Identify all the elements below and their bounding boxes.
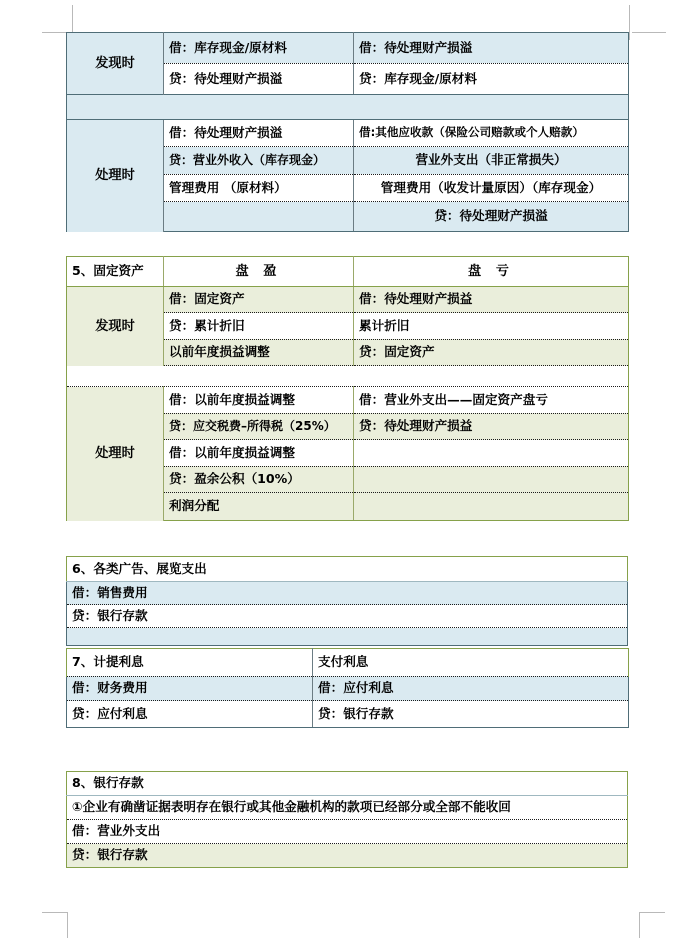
cell-fa-handle-surplus-4: 贷：盈余公积（10%） xyxy=(164,466,354,493)
cell-fa-handle-shortage-3 xyxy=(354,440,629,467)
inventory-table xyxy=(66,32,628,232)
cell-handle-surplus-4 xyxy=(164,202,354,232)
table-row xyxy=(67,605,628,628)
cell-interest-pay-1: 借：应付利息 xyxy=(313,676,629,701)
spacer-cell xyxy=(67,94,629,119)
section-6-advertising xyxy=(66,556,628,645)
cell-handle-shortage-2: 营业外支出（非正常损失） xyxy=(354,147,629,174)
cell-discover-shortage-1: 借：待处理财产损溢 xyxy=(354,33,629,64)
row-label-discover: 发现时 xyxy=(67,33,164,95)
cell-handle-shortage-4: 贷：待处理财产损溢 xyxy=(354,202,629,232)
cell-interest-pay-2: 贷：银行存款 xyxy=(313,701,629,728)
cell-bank-entry-2: 贷：银行存款 xyxy=(67,844,628,868)
cell-interest-accrue-1: 借：财务费用 xyxy=(67,676,313,701)
advertising-grid xyxy=(66,556,628,646)
inventory-grid xyxy=(66,32,629,232)
cell-discover-shortage-2: 贷：库存现金/原材料 xyxy=(354,63,629,94)
table-row xyxy=(67,33,629,64)
table-row xyxy=(67,119,629,146)
section-5-heading: 5、固定资产 xyxy=(67,257,164,287)
cell-fa-handle-surplus-3: 借：以前年度损益调整 xyxy=(164,440,354,467)
section-8-bank-deposit xyxy=(66,771,628,867)
cell-fa-discover-surplus-1: 借：固定资产 xyxy=(164,286,354,313)
cell-handle-shortage-1: 借:其他应收款（保险公司赔款或个人赔款） xyxy=(354,119,629,146)
fixed-assets-grid xyxy=(66,256,629,521)
section-7-interest xyxy=(66,648,628,728)
table-header-row xyxy=(67,649,629,677)
cell-fa-handle-shortage-1: 借：营业外支出——固定资产盘亏 xyxy=(354,387,629,414)
section-7-heading-left: 7、计提利息 xyxy=(67,649,313,677)
column-title-surplus: 盘 盈 xyxy=(164,257,354,287)
cell-fa-discover-shortage-1: 借：待处理财产损益 xyxy=(354,286,629,313)
cell-fa-handle-shortage-4 xyxy=(354,466,629,493)
row-label-discover-fa: 发现时 xyxy=(67,286,164,366)
cell-fa-handle-shortage-2: 贷：待处理财产损益 xyxy=(354,413,629,440)
table-row xyxy=(67,286,629,313)
table-row xyxy=(67,387,629,414)
cell-handle-surplus-2: 贷：营业外收入（库存现金） xyxy=(164,147,354,174)
row-label-handle: 处理时 xyxy=(67,119,164,231)
interest-grid xyxy=(66,648,629,728)
cell-handle-surplus-3: 管理费用 （原材料） xyxy=(164,174,354,201)
cell-fa-handle-shortage-5 xyxy=(354,493,629,521)
cell-fa-discover-surplus-2: 贷：累计折旧 xyxy=(164,313,354,340)
cell-adv-entry-1: 借：销售费用 xyxy=(67,582,628,605)
table-row xyxy=(67,796,628,820)
spacer-cell-adv xyxy=(67,628,628,646)
table-row xyxy=(67,582,628,605)
cell-handle-shortage-3: 管理费用（收发计量原因）（库存现金） xyxy=(354,174,629,201)
cell-fa-discover-shortage-3: 贷：固定资产 xyxy=(354,339,629,366)
table-header-row xyxy=(67,257,629,287)
cell-discover-surplus-1: 借：库存现金/原材料 xyxy=(164,33,354,64)
cell-fa-handle-surplus-2: 贷：应交税费–所得税（25%） xyxy=(164,413,354,440)
section-8-heading: 8、银行存款 xyxy=(67,772,628,796)
cell-discover-surplus-2: 贷：待处理财产损溢 xyxy=(164,63,354,94)
cell-fa-handle-surplus-1: 借：以前年度损益调整 xyxy=(164,387,354,414)
cell-adv-entry-2: 贷：银行存款 xyxy=(67,605,628,628)
table-row xyxy=(67,844,628,868)
cell-fa-handle-surplus-5: 利润分配 xyxy=(164,493,354,521)
section-8-note: ①企业有确凿证据表明存在银行或其他金融机构的款项已经部分或全部不能收回 xyxy=(67,796,628,820)
cell-bank-entry-1: 借：营业外支出 xyxy=(67,820,628,844)
cell-handle-surplus-1: 借：待处理财产损溢 xyxy=(164,119,354,146)
section-6-heading: 6、各类广告、展览支出 xyxy=(67,557,628,582)
section-5-fixed-assets xyxy=(66,256,628,521)
bank-deposit-grid xyxy=(66,771,628,868)
table-spacer-row xyxy=(67,366,629,387)
table-spacer-row xyxy=(67,94,629,119)
table-row xyxy=(67,676,629,701)
table-header-row xyxy=(67,772,628,796)
section-7-heading-right: 支付利息 xyxy=(313,649,629,677)
table-row xyxy=(67,701,629,728)
table-header-row xyxy=(67,557,628,582)
cell-fa-discover-shortage-2: 累计折旧 xyxy=(354,313,629,340)
spacer-cell-fa xyxy=(67,366,629,387)
cell-fa-discover-surplus-3: 以前年度损益调整 xyxy=(164,339,354,366)
column-title-shortage: 盘 亏 xyxy=(354,257,629,287)
row-label-handle-fa: 处理时 xyxy=(67,387,164,521)
table-row xyxy=(67,820,628,844)
cell-interest-accrue-2: 贷：应付利息 xyxy=(67,701,313,728)
table-spacer-row xyxy=(67,628,628,646)
